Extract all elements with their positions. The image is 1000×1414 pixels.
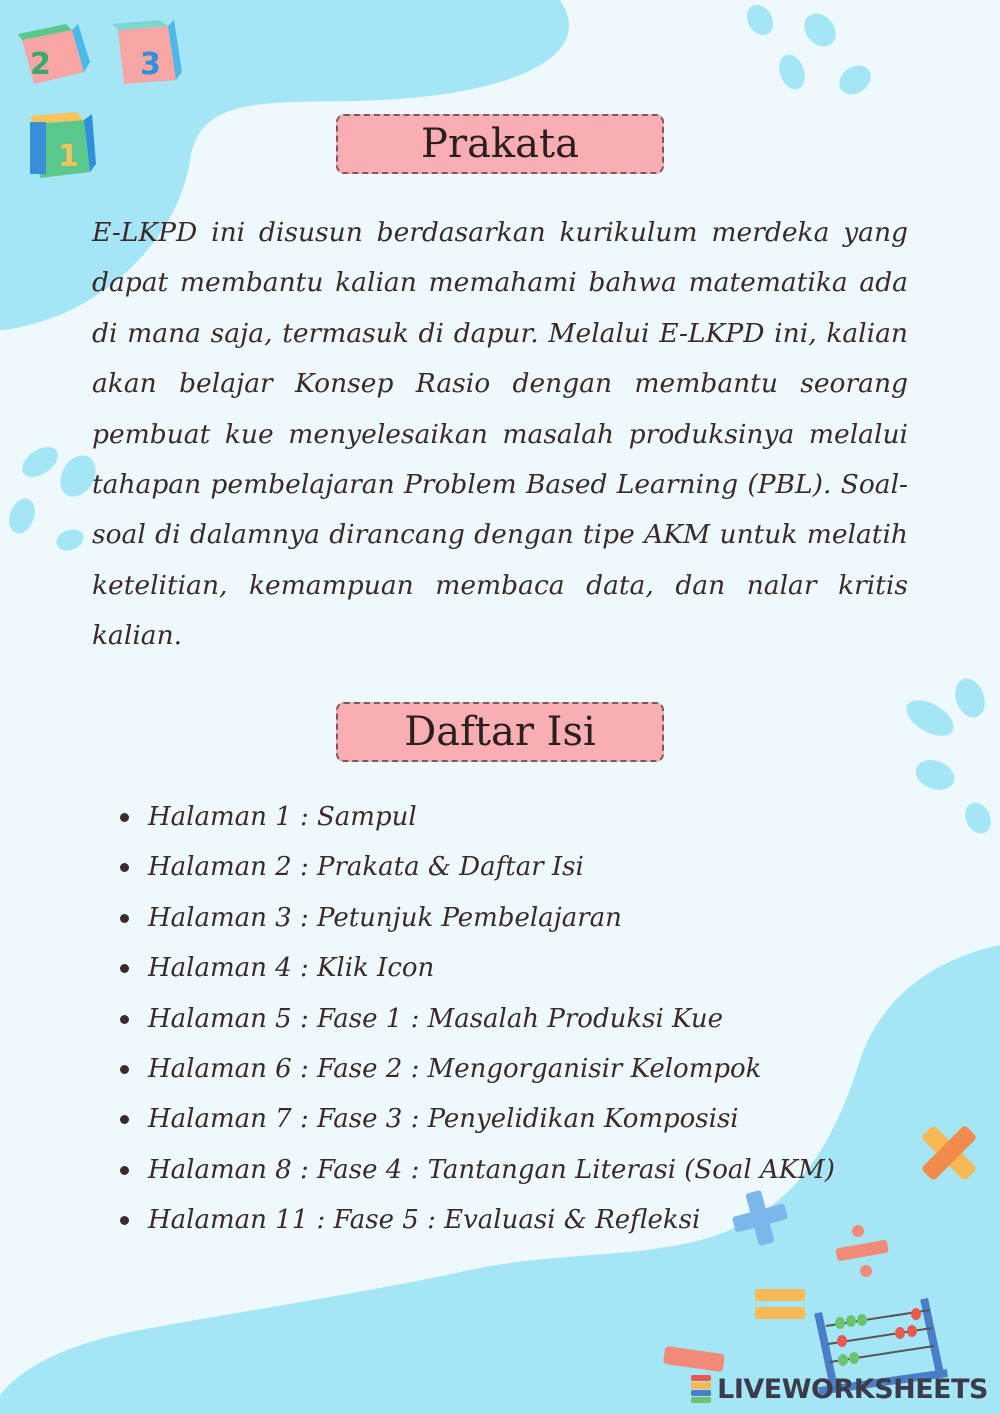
table-of-contents bbox=[148, 792, 835, 1246]
toc-item: Halaman 2 : Prakata & Daftar Isi bbox=[148, 842, 835, 892]
toc-item: Halaman 7 : Fase 3 : Penyelidikan Komposisi bbox=[148, 1094, 835, 1144]
droplets-right bbox=[900, 674, 995, 837]
svg-text:1: 1 bbox=[58, 139, 79, 174]
toc-item: Halaman 1 : Sampul bbox=[148, 792, 835, 842]
toc-item: Halaman 3 : Petunjuk Pembelajaran bbox=[148, 893, 835, 943]
brand-text: LIVEWORKSHEETS bbox=[717, 1373, 988, 1405]
svg-text:2: 2 bbox=[30, 47, 51, 82]
prakata-heading: Prakata bbox=[336, 114, 664, 174]
daftar-isi-heading: Daftar Isi bbox=[336, 702, 664, 762]
toc-item: Halaman 6 : Fase 2 : Mengorganisir Kelompok bbox=[148, 1044, 835, 1094]
number-block-icon bbox=[30, 112, 96, 178]
toc-item: Halaman 4 : Klik Icon bbox=[148, 943, 835, 993]
toc-item: Halaman 11 : Fase 5 : Evaluasi & Refleksi bbox=[148, 1195, 835, 1245]
prakata-paragraph: E-LKPD ini disusun berdasarkan kurikulum merdeka yang dapat membantu kalian memahami bahwa matematika ada di mana saja, termasuk di dapur. Melalui E-LKPD ini, kalian akan belajar Konsep Rasio dengan membantu seorang pembuat kue menyelesaikan masalah produksinya melalui tahapan pembelajaran Problem Based Learning (PBL). Soal-soal di dalamnya dirancang dengan tipe AKM untuk melatih ketelitian, kemampuan membaca data, dan nalar kritis kalian. bbox=[92, 217, 908, 652]
liveworksheets-brand[interactable] bbox=[691, 1372, 988, 1406]
toc-item: Halaman 5 : Fase 1 : Masalah Produksi Kue bbox=[148, 994, 835, 1044]
droplets-left bbox=[5, 441, 103, 554]
svg-text:3: 3 bbox=[140, 47, 161, 82]
liveworksheets-logo-icon bbox=[691, 1375, 711, 1403]
droplets-top-right bbox=[742, 0, 877, 100]
toc-item: Halaman 8 : Fase 4 : Tantangan Literasi (Soal AKM) bbox=[148, 1145, 835, 1195]
